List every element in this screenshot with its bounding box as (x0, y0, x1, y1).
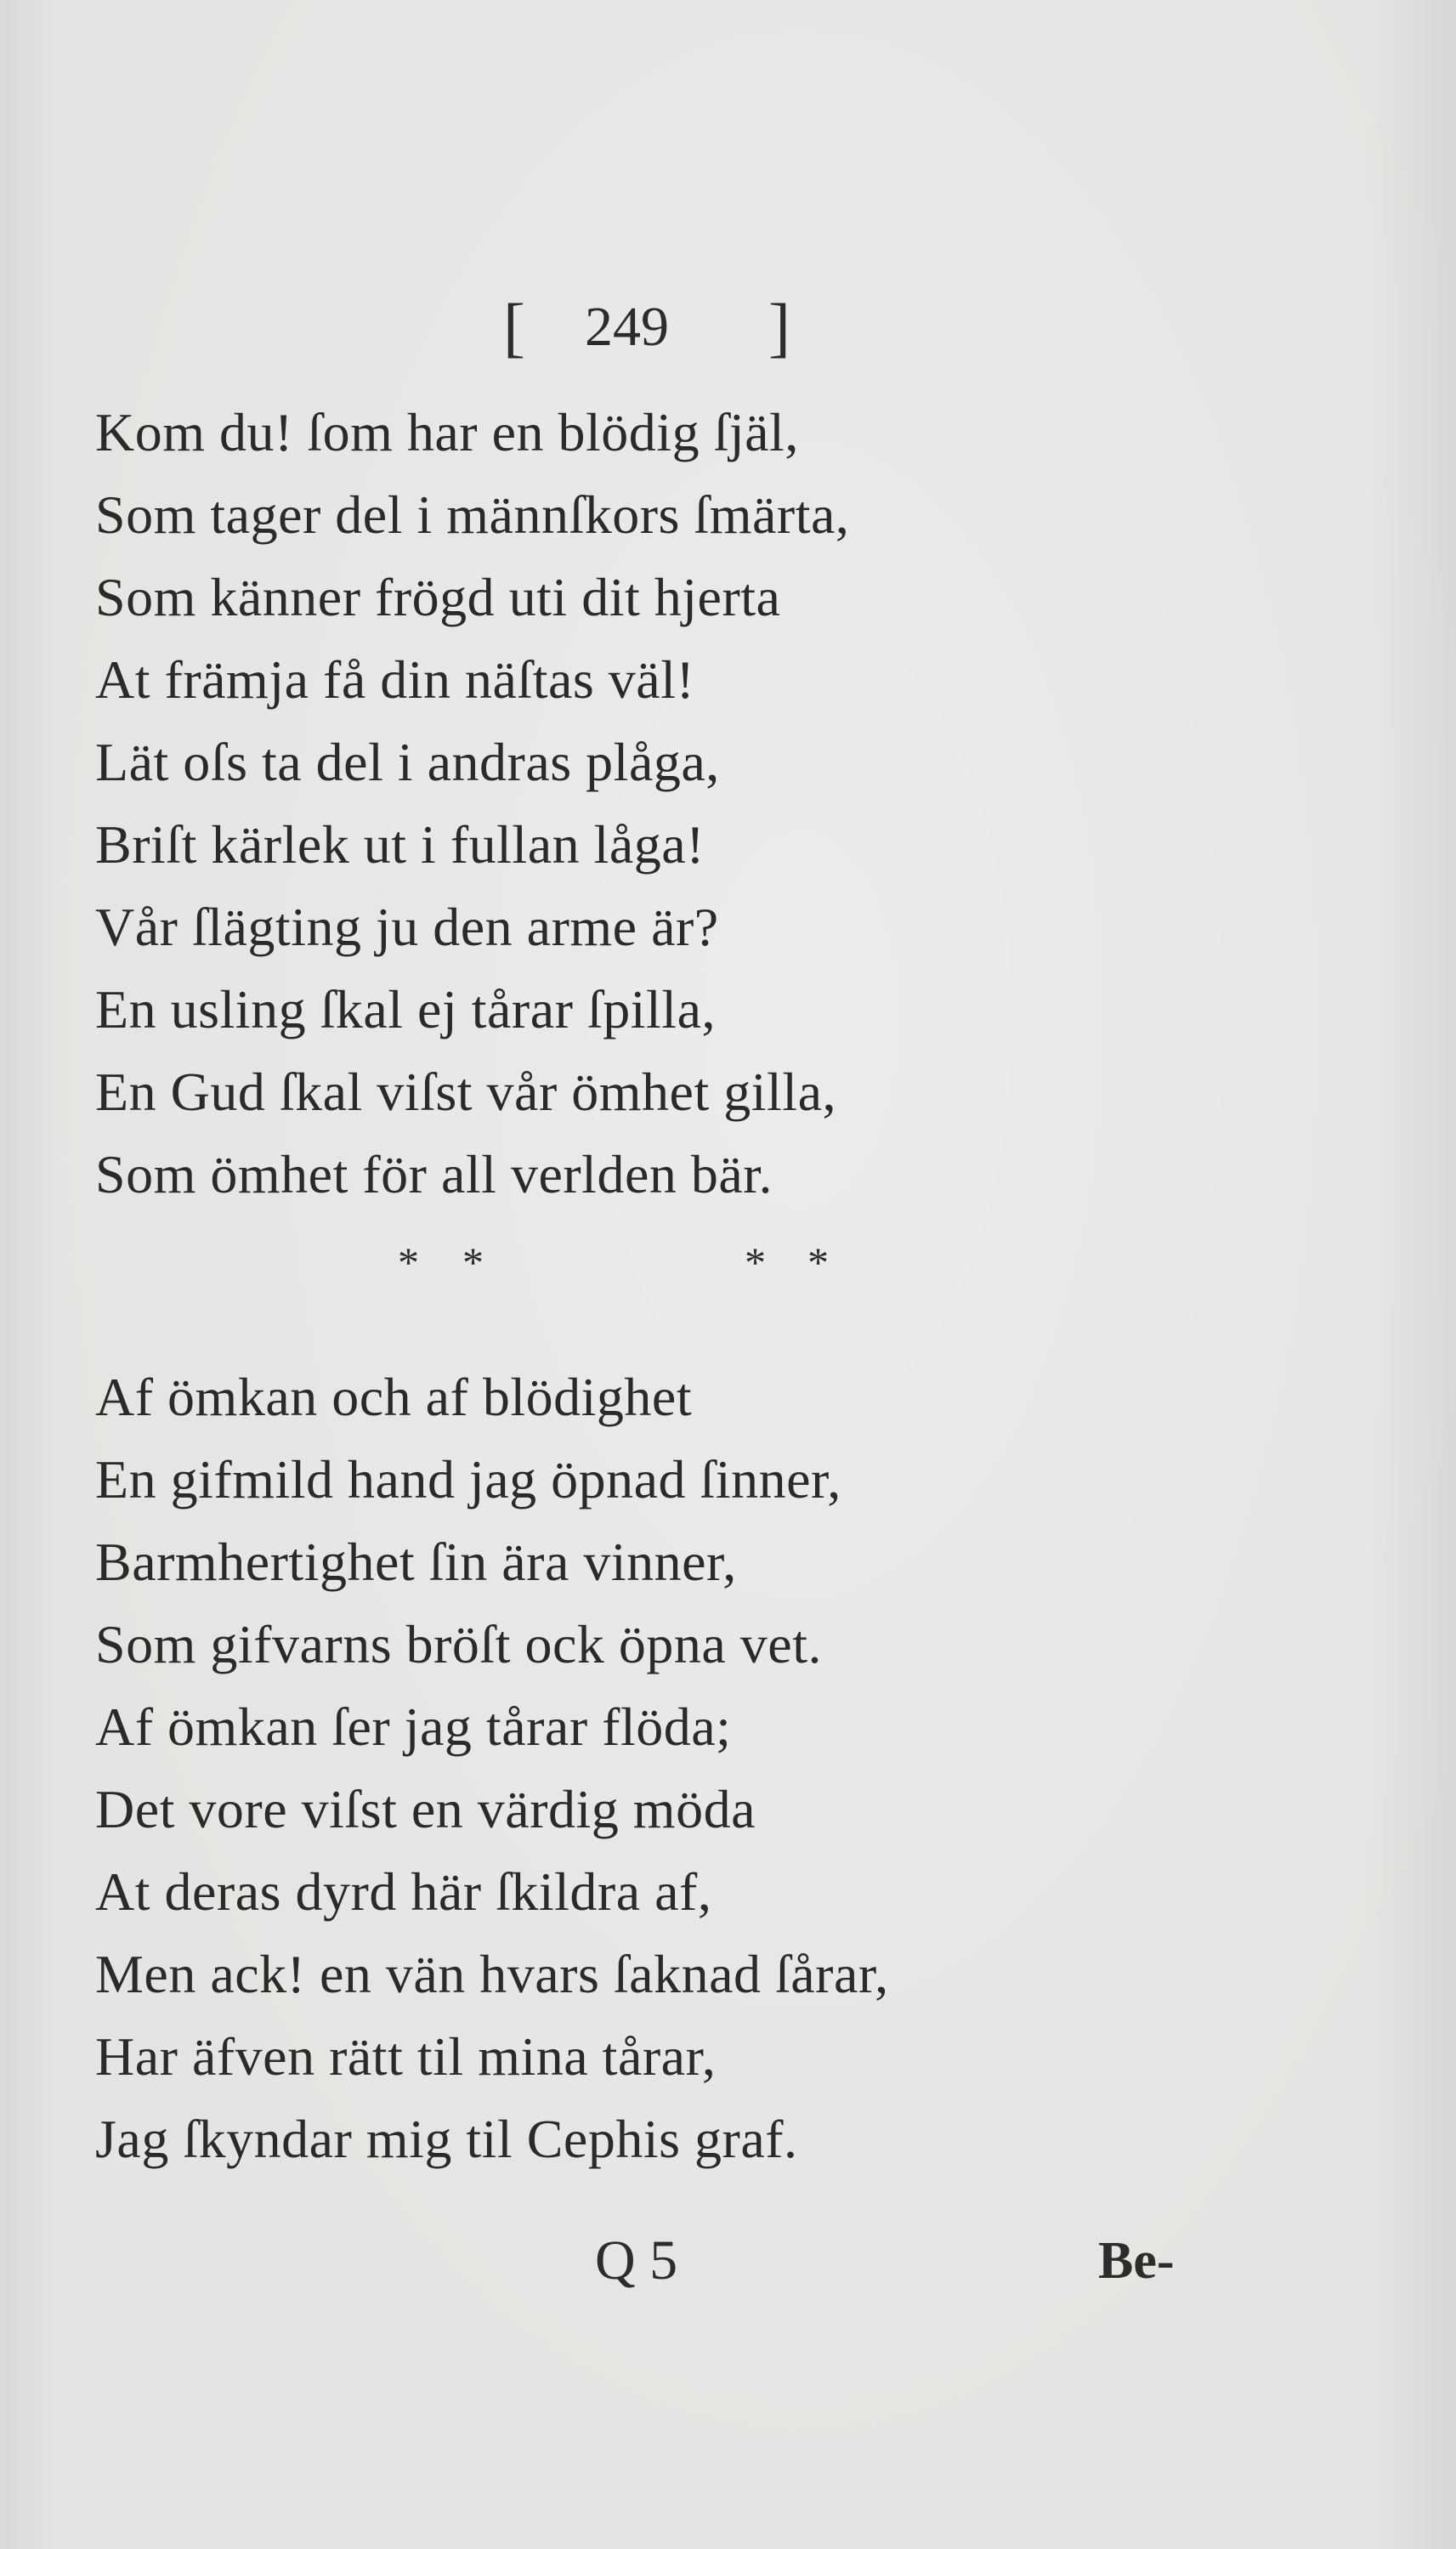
verse-line: En gifmild hand jag öpnad ſinner, (95, 1449, 841, 1510)
page-number: 249 (585, 296, 669, 358)
signature-mark: Q 5 (595, 2229, 678, 2291)
asterisk: * (398, 1238, 419, 1286)
verse-line: At främja få din näſtas väl! (95, 649, 695, 710)
verse-line: En usling ſkal ej tårar ſpilla, (95, 979, 716, 1039)
verse-line: Som ömhet för all verlden bär. (95, 1144, 773, 1204)
verse-line: Har äfven rätt til mina tårar, (95, 2026, 717, 2087)
verse-line: Kom du! ſom har en blödig ſjäl, (95, 402, 799, 462)
verse-line: Som känner frögd uti dit hjerta (95, 567, 781, 627)
asterisk: * (807, 1238, 829, 1286)
verse-line: At deras dyrd här ſkildra af, (95, 1861, 712, 1922)
asterisk: * (745, 1238, 766, 1286)
verse-line: Af ömkan och af blödighet (95, 1367, 693, 1427)
verse-stanza-2 (95, 1356, 1285, 2180)
verse-line: Barmhertighet ſin ära vinner, (95, 1532, 737, 1592)
bracket-close: ] (768, 290, 790, 364)
verse-line: Jag ſkyndar mig til Cephis graf. (95, 2109, 798, 2169)
verse-line: Vår ſlägting ju den arme är? (95, 897, 719, 957)
section-divider (0, 1228, 1456, 1296)
asterisk: * (462, 1238, 484, 1286)
verse-line: En Gud ſkal viſst vår ömhet gilla, (95, 1062, 836, 1122)
verse-line: Som gifvarns bröſt ock öpna vet. (95, 1614, 822, 1674)
verse-line: Men ack! en vän hvars ſaknad ſårar, (95, 1944, 889, 2004)
verse-line: Det vore viſst en värdig möda (95, 1779, 756, 1839)
page-header (0, 280, 1456, 374)
verse-line: Briſt kärlek ut i fullan låga! (95, 814, 705, 875)
bracket-open: [ (503, 290, 525, 364)
verse-line: Som tager del i männſkors ſmärta, (95, 484, 850, 545)
verse-stanza-1 (95, 391, 1285, 1215)
verse-line: Af ömkan ſer jag tårar flöda; (95, 1697, 732, 1757)
catchword: Be- (1098, 2232, 1175, 2290)
verse-line: Lät oſs ta del i andras plåga, (95, 732, 720, 792)
